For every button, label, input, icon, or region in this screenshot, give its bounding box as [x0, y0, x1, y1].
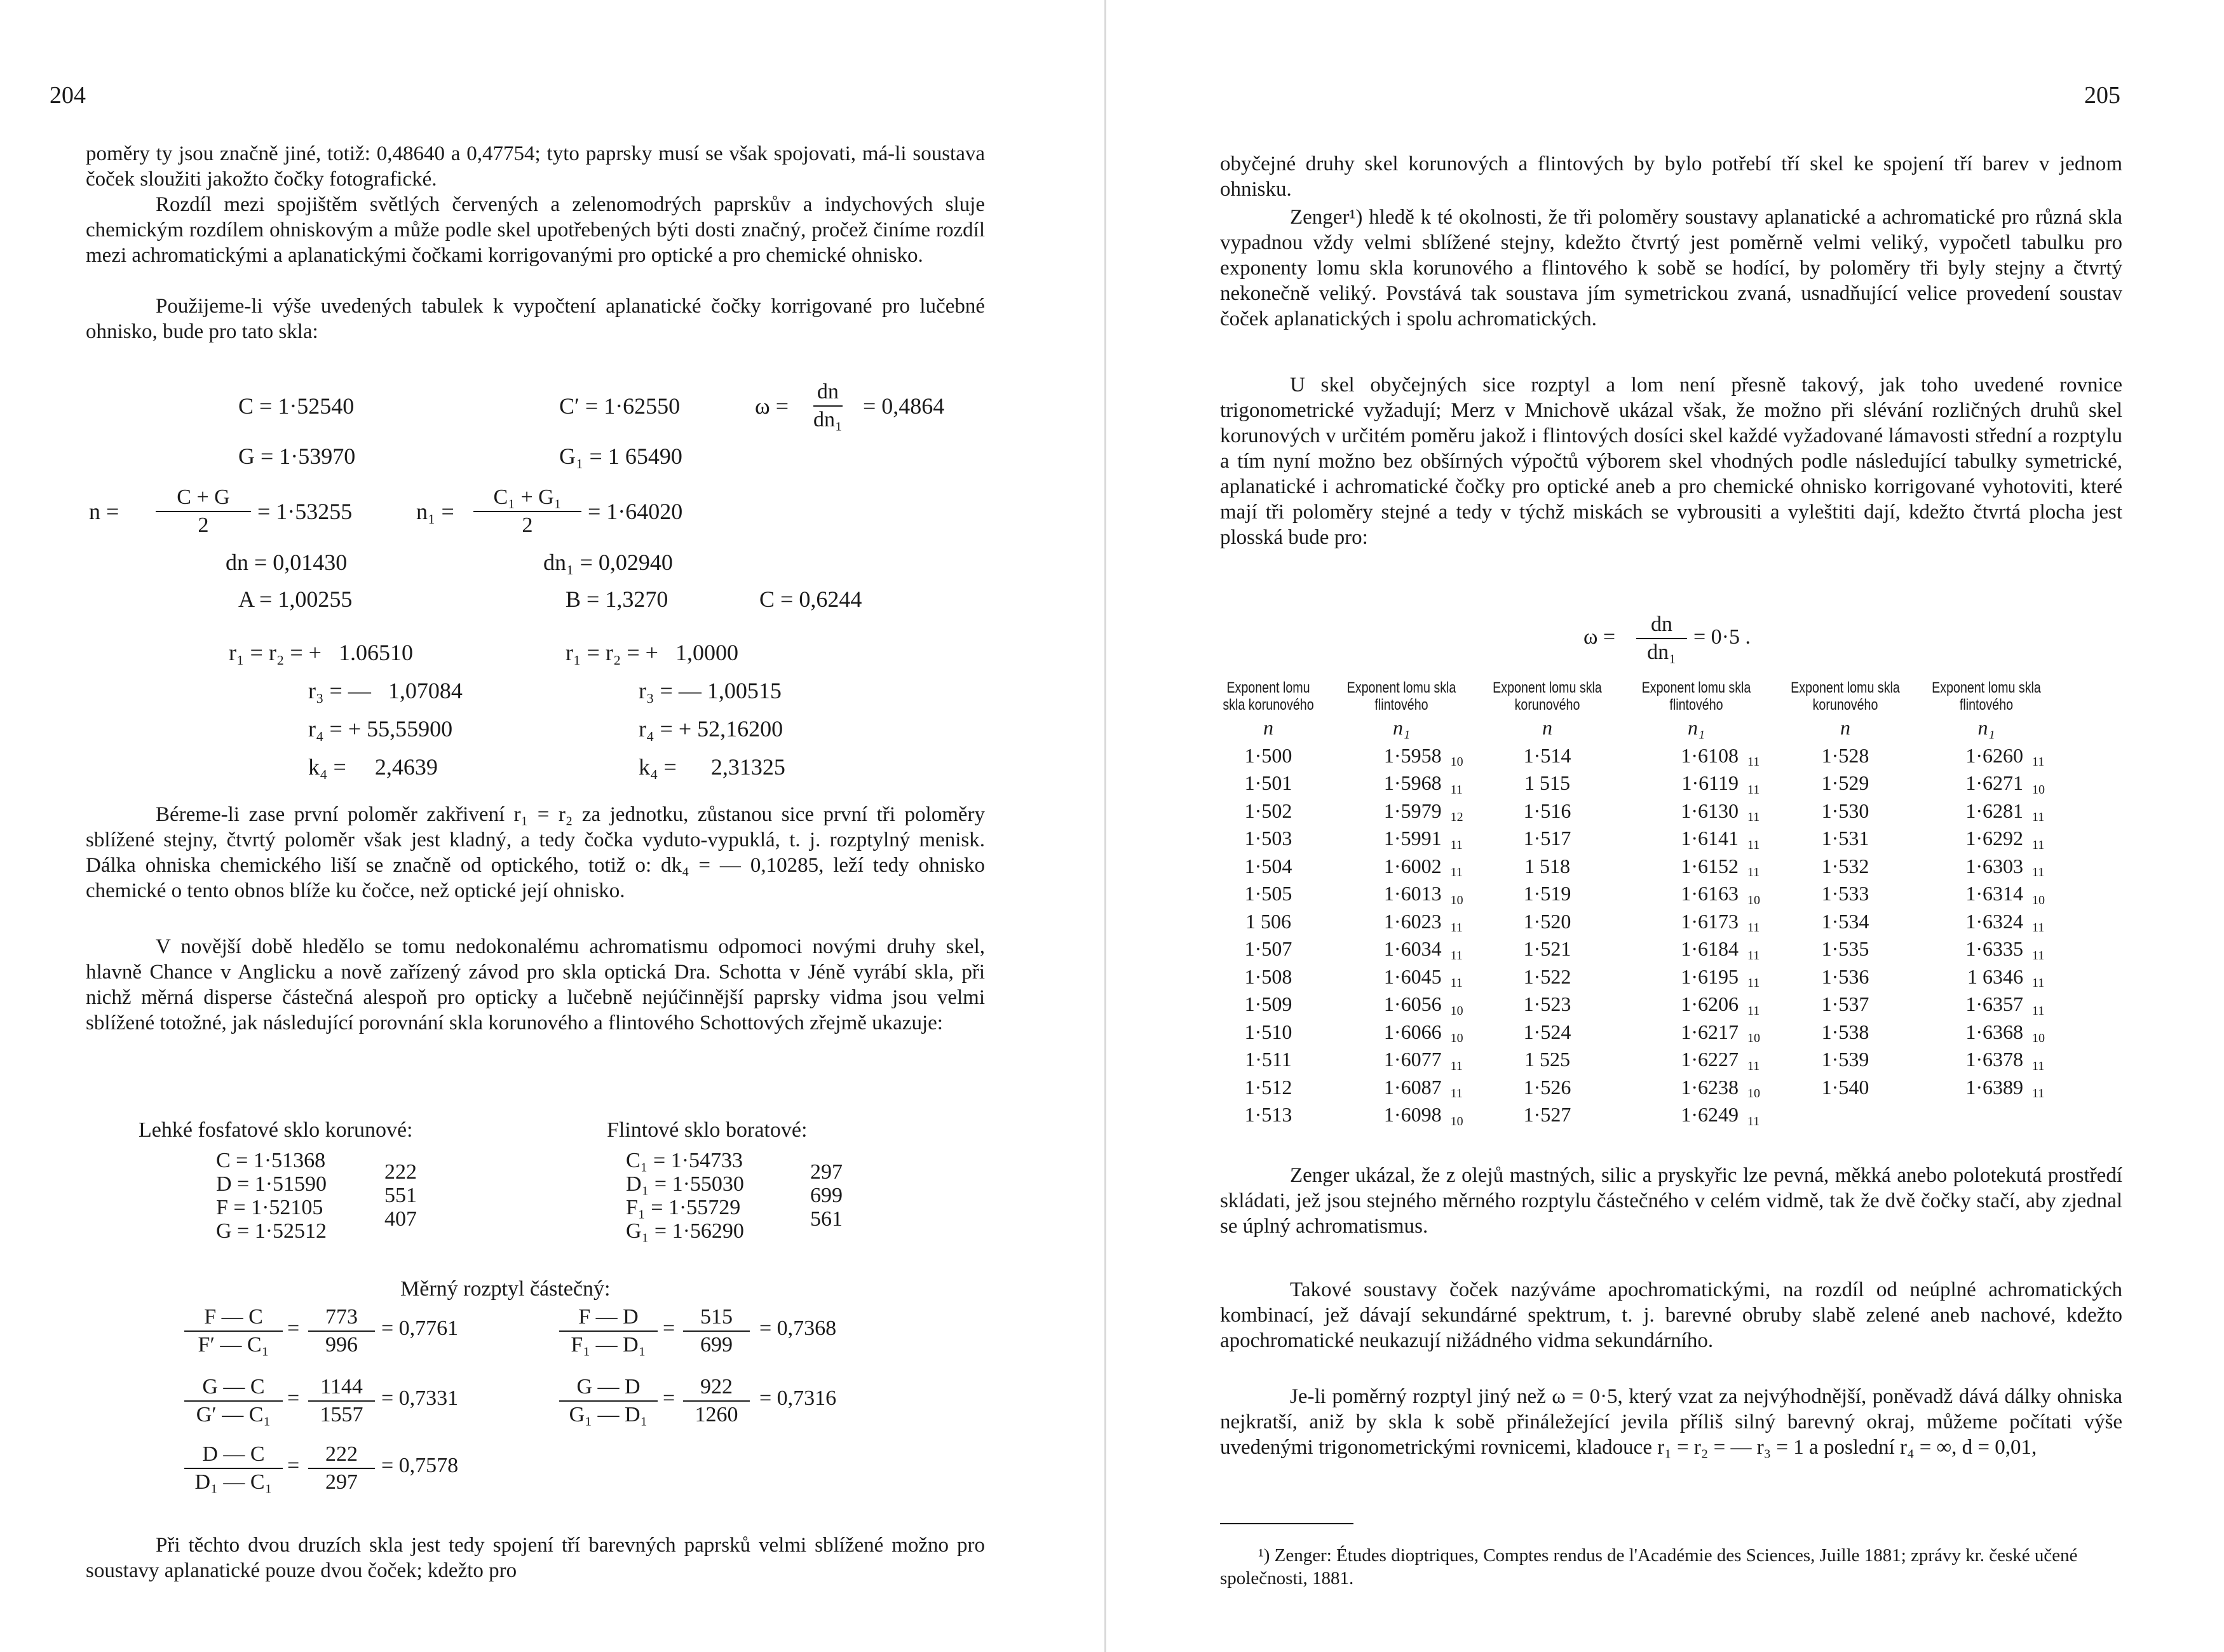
crown-diff: 222 — [384, 1160, 417, 1184]
flint-index-cell: 1·6066 — [1383, 1020, 1442, 1043]
denominator: 2 — [522, 513, 533, 537]
crown-index-cell: 1·528 — [1821, 743, 1869, 767]
column-header: Exponent lomu skla korunového — [1791, 679, 1900, 714]
flint-index-cell: 1·6260 — [1965, 743, 2023, 767]
difference-cell: 10 — [2031, 893, 2045, 907]
difference-cell: 11 — [1450, 782, 1463, 797]
flint-index-cell: 1·6023 — [1383, 909, 1442, 933]
flint-index-cell: 1·6045 — [1383, 965, 1442, 988]
crown-index-cell: 1·503 — [1244, 827, 1292, 850]
crown-diff: 551 — [384, 1184, 417, 1207]
denominator: dn₁ — [1647, 640, 1676, 664]
crown-index-cell — [1772, 1101, 1919, 1129]
column-header: Exponent lomu skla korunového — [1223, 679, 1314, 714]
flint-index-cell: 1·6324 — [1965, 909, 2023, 933]
dispersion-value: = 0,7316 — [759, 1386, 837, 1410]
equation: A = 1,00255 — [238, 586, 353, 612]
fraction — [184, 1441, 283, 1496]
flint-index-cell: 1·6281 — [1965, 799, 2023, 822]
flint-index-cell — [1919, 1101, 2032, 1129]
flint-index-cell: 1·6130 — [1681, 799, 1739, 822]
crown-index-cell: 1·523 — [1523, 992, 1571, 1016]
column-subheader: n — [1840, 716, 1850, 740]
flint-index-cell: 1·6368 — [1965, 1020, 2023, 1043]
flint-index-cell: 1·6087 — [1383, 1075, 1442, 1099]
table-row — [1207, 991, 2054, 1019]
denominator: G′ — C₁ — [196, 1403, 271, 1426]
table-row — [1207, 1074, 2054, 1102]
flint-index-cell: 1·6173 — [1681, 909, 1739, 933]
crown-index-cell: 1·512 — [1244, 1075, 1292, 1099]
difference-cell: 10 — [1747, 1031, 1760, 1045]
crown-index-cell: 1·510 — [1244, 1020, 1292, 1043]
flint-index-cell: 1·6227 — [1681, 1048, 1739, 1071]
fraction — [308, 1304, 375, 1358]
numerator: 515 — [683, 1304, 750, 1332]
denominator: 1557 — [320, 1403, 363, 1426]
difference-cell: 11 — [2031, 1003, 2045, 1018]
table-row — [1207, 1101, 2054, 1129]
denominator: F′ — C₁ — [198, 1333, 269, 1357]
flint-index-cell: 1·6271 — [1965, 771, 2023, 795]
difference-cell: 10 — [1450, 1114, 1463, 1128]
paragraph: Při těchto dvou druzích skla jest tedy spojení tří barevných paprsků velmi sblížené možno pro soustavy aplanatické pouze dvou čoček; kdežto pro — [86, 1534, 985, 1582]
paragraph: Použijeme-li výše uvedených tabulek k vypočtení aplanatické čočky korrigované pro lučebné ohnisko, bude pro tato skla: — [86, 295, 985, 343]
denominator: dn₁ — [813, 408, 843, 431]
dispersion-value: = 0,7578 — [381, 1454, 459, 1477]
equation: ω = — [1583, 625, 1616, 649]
flint-index-cell: 1·6034 — [1383, 937, 1442, 961]
difference-cell: 10 — [1450, 1003, 1463, 1018]
crown-index-cell: 1·502 — [1244, 799, 1292, 822]
difference-cell: 11 — [1450, 921, 1463, 935]
column-subheader: n — [1263, 716, 1273, 740]
fraction — [683, 1304, 750, 1358]
crown-index-cell: 1·508 — [1244, 965, 1292, 988]
numerator: 773 — [308, 1304, 375, 1332]
flint-index-cell: 1·5958 — [1383, 743, 1442, 767]
denominator: G₁ — D₁ — [569, 1403, 648, 1426]
difference-cell: 11 — [2031, 1087, 2045, 1100]
column-subheader: n₁ — [1977, 716, 1995, 740]
numerator: D — C — [184, 1441, 283, 1469]
crown-glass-title: Lehké fosfatové sklo korunové: — [139, 1118, 413, 1142]
numerator: 1144 — [308, 1374, 375, 1402]
dispersion-title: Měrný rozptyl částečný: — [400, 1277, 611, 1301]
column-header: Exponent lomu skla flintového — [1932, 679, 2041, 714]
flint-value: G₁ = 1·56290 — [626, 1219, 744, 1243]
difference-cell: 11 — [1450, 1087, 1463, 1100]
flint-index-cell: 1·6314 — [1965, 882, 2023, 905]
difference-cell: 11 — [2031, 865, 2045, 879]
crown-index-cell: 1·540 — [1821, 1075, 1869, 1099]
dispersion-value: = 0,7368 — [759, 1317, 837, 1340]
difference-cell: 11 — [2031, 948, 2045, 963]
crown-value: G = 1·52512 — [216, 1219, 327, 1243]
flint-diff: 297 — [810, 1160, 843, 1184]
table-row — [1207, 908, 2054, 936]
crown-index-cell: 1·532 — [1821, 854, 1869, 877]
numerator: F — D — [559, 1304, 658, 1332]
flint-index-cell: 1·6389 — [1965, 1075, 2023, 1099]
crown-index-cell: 1·516 — [1523, 799, 1571, 822]
difference-cell: 10 — [2031, 1031, 2045, 1045]
equation: B = 1,3270 — [566, 586, 668, 612]
denominator: 996 — [325, 1333, 358, 1357]
flint-index-cell: 1·6303 — [1965, 854, 2023, 877]
flint-index-cell: 1·6002 — [1383, 854, 1442, 877]
difference-cell: 11 — [2031, 810, 2045, 824]
flint-index-cell: 1·6077 — [1383, 1048, 1442, 1071]
exponent-table — [1207, 679, 2054, 1129]
column-header: Exponent lomu skla flintového — [1641, 679, 1751, 714]
numerator: G — D — [559, 1374, 658, 1402]
flint-diff: 561 — [810, 1207, 843, 1231]
difference-cell: 11 — [1747, 865, 1760, 879]
table-header-row — [1207, 679, 2054, 714]
flint-index-cell: 1·6357 — [1965, 992, 2023, 1016]
equation: n₁ = — [416, 499, 454, 524]
crown-value: F = 1·52105 — [216, 1196, 323, 1219]
denominator: 2 — [198, 513, 209, 537]
numerator: dn — [1636, 611, 1687, 639]
column-subheader: n — [1542, 716, 1552, 740]
difference-cell: 10 — [1450, 755, 1463, 769]
equation: C′ = 1·62550 — [559, 393, 681, 419]
table-row — [1207, 825, 2054, 853]
difference-cell: 11 — [1747, 782, 1760, 797]
crown-index-cell: 1·513 — [1244, 1103, 1292, 1127]
difference-cell: 11 — [1450, 1059, 1463, 1073]
crown-index-cell: 1·538 — [1821, 1020, 1869, 1043]
equation: n = — [89, 499, 119, 524]
fraction — [683, 1374, 750, 1428]
paragraph: Je-li poměrný rozptyl jiný než ω = 0·5, který vzat za nejvýhodnější, poněvadž dává dálky ohniska nejkratší, aniž by skla k sobě přináležející jevila příliš silný barevný okraj, můžeme počítati výše uvedenými trigonometrickými rovnicemi, kladouce r₁ = r₂ = — r₃ = 1 a poslední r₄ = ∞, d = 0,01, — [1220, 1385, 2122, 1459]
flint-diff: 699 — [810, 1184, 843, 1207]
table-row — [1207, 1019, 2054, 1046]
difference-cell: 10 — [2031, 782, 2045, 797]
crown-index-cell: 1·500 — [1244, 743, 1292, 767]
difference-cell: 11 — [1450, 865, 1463, 879]
equation: r₄ = + 55,55900 — [308, 716, 453, 741]
crown-index-cell: 1·514 — [1523, 743, 1571, 767]
difference-cell: 10 — [1450, 1031, 1463, 1045]
table-row — [1207, 853, 2054, 881]
numerator: F — C — [184, 1304, 283, 1332]
crown-index-cell: 1·501 — [1244, 771, 1292, 795]
page-number: 205 — [2084, 82, 2120, 109]
paragraph: Zenger¹) hledě k té okolnosti, že tři poloměry soustavy aplanatické a achromatické pro různá skla vypadnou vždy velmi sblížené stejny, kdežto čtvrtý jest poměrně velmi veliký, vypočetl tabulku pro exponenty lomu skla korunového a flintového k sobě se hodící, by poloměry tři byly stejny a čtvrtý nekonečně veliký. Povstává tak soustava jím symetrickou zvaná, usnadňující velice provedení soustav čoček aplanatických i spolu achromatických. — [1220, 206, 2122, 330]
flint-index-cell: 1·5968 — [1383, 771, 1442, 795]
difference-cell: 12 — [1450, 810, 1463, 824]
flint-index-cell: 1·6056 — [1383, 992, 1442, 1016]
crown-index-cell: 1 506 — [1245, 909, 1291, 933]
paragraph: poměry ty jsou značně jiné, totiž: 0,48640 a 0,47754; tyto paprsky musí se však spojovati, má-li soustava čoček sloužiti jakožto čočky fotografické. — [86, 142, 985, 191]
flint-index-cell: 1·6152 — [1681, 854, 1739, 877]
crown-index-cell: 1·521 — [1523, 937, 1571, 961]
crown-index-cell: 1·535 — [1821, 937, 1869, 961]
crown-index-cell: 1·530 — [1821, 799, 1869, 822]
flint-glass-title: Flintové sklo boratové: — [607, 1118, 808, 1142]
crown-index-cell: 1·517 — [1523, 827, 1571, 850]
difference-cell: 11 — [1747, 755, 1760, 769]
flint-index-cell: 1·6292 — [1965, 827, 2023, 850]
flint-value: D₁ = 1·55030 — [626, 1172, 744, 1196]
column-header: Exponent lomu skla flintového — [1346, 679, 1456, 714]
difference-cell: 11 — [1747, 1003, 1760, 1018]
crown-index-cell: 1·536 — [1821, 965, 1869, 988]
paragraph: U skel obyčejných sice rozptyl a lom není přesně takový, jak toho uvedené rovnice trigonometrické vyžadují; Merz v Mnichově ukázal však, že možno při slévání rozličných druhů skel korunových v určitém poměru jakož i flintových dosíci skel každé vyžadované lámavosti střední a rozptylu a tím nyní možno bez obšírných výpočtů výborem skel vhodných podle následující tabulky symetrické, aplanatické i achromatické čočky pro optické aneb a pro chemické ohnisko korrigované vyhotoviti, které mají tři poloměry stejné a tedy v týchž miskách se vybrousiti a vyleštiti dají, kdežto čtvrtá plocha jest plosská bude pro: — [1220, 374, 2122, 549]
flint-index-cell: 1·6013 — [1383, 882, 1442, 905]
crown-index-cell: 1·529 — [1821, 771, 1869, 795]
column-subheader: n₁ — [1392, 716, 1411, 740]
fraction — [813, 379, 843, 433]
equation: r₁ = r₂ = + 1.06510 — [229, 640, 413, 665]
footnote-rule — [1220, 1523, 1353, 1524]
flint-index-cell: 1·6108 — [1681, 743, 1739, 767]
crown-index-cell: 1·531 — [1821, 827, 1869, 850]
equation: r₁ = r₂ = + 1,0000 — [566, 640, 738, 665]
denominator: 699 — [700, 1333, 733, 1357]
difference-cell: 10 — [1450, 893, 1463, 907]
crown-index-cell: 1·509 — [1244, 992, 1292, 1016]
fraction — [308, 1441, 375, 1496]
crown-index-cell: 1·505 — [1244, 882, 1292, 905]
numerator: 222 — [308, 1441, 375, 1469]
fraction — [184, 1374, 283, 1428]
crown-index-cell: 1·519 — [1523, 882, 1571, 905]
equation: = 1·53255 — [257, 499, 353, 524]
flint-index-cell: 1·6217 — [1681, 1020, 1739, 1043]
difference-cell: 11 — [1747, 837, 1760, 852]
difference-cell: 11 — [1747, 810, 1760, 824]
paragraph: Zenger ukázal, že z olejů mastných, silic a pryskyřic lze pevná, měkká anebo polotekutá prostředí skládati, jež jsou stejného měrného rozptylu částečného v celém vidmě, tak že dvě čočky stačí, aby zjednal se úplný achromatismus. — [1220, 1164, 2122, 1238]
crown-index-cell: 1·527 — [1523, 1103, 1571, 1127]
difference-cell: 11 — [1747, 1114, 1760, 1128]
numerator: C + G — [156, 484, 251, 512]
column-subheader: n₁ — [1687, 716, 1705, 740]
numerator: dn — [813, 379, 843, 407]
fraction — [184, 1304, 283, 1358]
crown-index-cell: 1·511 — [1245, 1048, 1292, 1071]
crown-index-cell: 1·526 — [1523, 1075, 1571, 1099]
equation: C = 1·52540 — [238, 393, 355, 419]
crown-value: D = 1·51590 — [216, 1172, 327, 1196]
difference-cell: 11 — [1450, 948, 1463, 963]
difference-cell: 11 — [2031, 837, 2045, 852]
equation: k₄ = 2,4639 — [308, 754, 438, 780]
difference-cell: 11 — [2031, 1059, 2045, 1073]
table-row — [1207, 935, 2054, 963]
numerator: 922 — [683, 1374, 750, 1402]
equation: = 0·5 . — [1693, 625, 1751, 649]
table-row — [1207, 769, 2054, 797]
dispersion-value: = 0,7761 — [381, 1317, 459, 1340]
equation: k₄ = 2,31325 — [639, 754, 785, 780]
difference-cell: 11 — [2031, 976, 2045, 990]
crown-index-cell: 1 518 — [1524, 854, 1570, 877]
equation: dn = 0,01430 — [226, 550, 348, 575]
flint-index-cell: 1·6163 — [1681, 882, 1739, 905]
fraction — [559, 1374, 658, 1428]
left-page: 204 poměry ty jsou značně jiné, totiž: 0,48640 a 0,47754; tyto paprsky musí se však spojovati, má-li soustava čoček sloužiti jakožto čočky fotografické. Rozdíl mezi spojištěm světlých červených a zelenomodrých paprskův a indychových sluje chemickým rozdílem ohniskovým a může podle skel upotřebených býti dosti značný, pročež činíme rozdíl mezi achromatickými a aplanatickými čočkami korrigovanými pro optické a pro chemické ohnisko. Použijeme-li výše uvedených tabulek k vypočtení aplanatické čočky korrigované pro lučebné ohnisko, bude pro tato skla: C = 1·52540 C′ = 1·62550 ω = $\frac{dn}{\text{dn₁}}$ = 0,4864 G = 1·53970 G₁ = 1 65490 n = $\frac{C + G}{2}$ = 1·53255 n₁ = $\frac{\text{C₁ + G₁}}{2}$ = 1·64020 dn = 0,01430 dn₁ = 0,02940 A = 1,00255 B = 1,3270 C = 0,6244 r₁ = r₂ = + 1.06510 r₁ = r₂ = + 1,0000 r₃ = — 1,07084 r₃ = — 1,00515 r₄ = + 55,55900 r₄ = + 52,16200 k₄ = 2,4639 k₄ = 2,31325 Béreme-li zase první poloměr zakřivení r₁ = r₂ za jednotku, zůstanou sice první tři poloměry sblížené stejny, čtvrtý poloměr však jest kladný, a tedy čočka vyduto-vypuklá, t. j. rozptylný menisk. Dálka ohniska chemického liší se značně od optického, totiž o: dk₄ = — 0,10285, leží tedy ohnisko chemické o tento obnos blíže ku čočce, než optické její ohnisko. V novější době hledělo se tomu nedokonalému achromatismu odpomoci novými druhy skel, hlavně Chance v Anglicku a nově zařízený závod pro skla optická Dra. Schotta v Jéně vyrábí skla, při nichž měrná disperse částečná alespoň pro opticky a lučebně nejúčinnější paprsky vidma jsou velmi sblížené totožné, jak následující porovnání skla korunového a flintového Schottových zřejmě ukazuje: Lehké fosfatové sklo korunové: Flintové sklo boratové: C = 1·51368 D = 1·51590 F = 1·52105 G = 1·52512 222 551 407 C₁ = 1·54733 D₁ = 1·55030 F₁ = 1·55729 G₁ = 1·56290 297 699 561 Měrný rozptyl částečný: $\frac{F — C}{\text{F′ — C₁}}$ = $\frac{773}{996}$ = 0,7761 $\frac{F — D}{\text{F₁ — D₁}}$ = $\frac{515}{699}$ = 0,7368 $\frac{G — C}{\text{G′ — C₁}}$ = $\frac{1144}{1557}$ = 0,7331 $\frac{G — D}{\text{G₁ — D₁}}$ = $\frac{922}{1260}$ = 0,7316 $\frac{D — C}{\text{D₁ — C₁}}$ = $\frac{222}{297}$ = 0,7578 Při těchto dvou druzích skla jest tedy spojení tří barevných paprsků velmi sblížené možno pro soustavy aplanatické pouze dvou čoček; kdežto pro — [50, 82, 985, 1582]
column-header: Exponent lomu skla korunového — [1493, 679, 1602, 714]
crown-index-cell: 1·534 — [1821, 909, 1869, 933]
paragraph: obyčejné druhy skel korunových a flintových by bylo potřebí tří skel ke spojení tří barev v jednom ohnisku. — [1220, 152, 2122, 201]
flint-index-cell: 1·6335 — [1965, 937, 2023, 961]
difference-cell: 10 — [1747, 1087, 1760, 1100]
numerator: C₁ + G₁ — [473, 484, 581, 512]
flint-index-cell: 1·6184 — [1681, 937, 1739, 961]
difference-cell — [2032, 1101, 2054, 1129]
difference-cell: 11 — [1450, 837, 1463, 852]
denominator: F₁ — D₁ — [571, 1333, 646, 1357]
crown-index-cell: 1·507 — [1244, 937, 1292, 961]
page-number: 204 — [50, 82, 86, 109]
table-row — [1207, 880, 2054, 908]
difference-cell: 11 — [1747, 976, 1760, 990]
dispersion-value: = 0,7331 — [381, 1386, 459, 1410]
flint-index-cell: 1·5979 — [1383, 799, 1442, 822]
crown-index-cell: 1 525 — [1524, 1048, 1570, 1071]
crown-index-cell: 1·537 — [1821, 992, 1869, 1016]
difference-cell: 11 — [2031, 921, 2045, 935]
equation: r₃ = — 1,00515 — [639, 678, 782, 703]
table-row — [1207, 797, 2054, 825]
paragraph: Béreme-li zase první poloměr zakřivení r₁ = r₂ za jednotku, zůstanou sice první tři poloměry sblížené stejny, čtvrtý poloměr však jest kladný, a tedy čočka vyduto-vypuklá, t. j. rozptylný menisk. Dálka ohniska chemického liší se značně od optického, totiž o: dk₄ = — 0,10285, leží tedy ohnisko chemické o tento obnos blíže ku čočce, než optické její ohnisko. — [86, 803, 985, 902]
denominator: 297 — [325, 1470, 358, 1494]
crown-index-cell: 1·520 — [1523, 909, 1571, 933]
difference-cell: 11 — [2031, 755, 2045, 769]
flint-index-cell: 1·6238 — [1681, 1075, 1739, 1099]
equation: = 0,4864 — [863, 393, 945, 419]
right-page — [1106, 0, 2224, 1652]
difference-cell: 11 — [1747, 921, 1760, 935]
table-row — [1207, 742, 2054, 770]
denominator: 1260 — [695, 1403, 738, 1426]
fraction — [473, 484, 581, 539]
equation: G₁ = 1 65490 — [559, 443, 682, 469]
difference-cell: 11 — [1747, 1059, 1760, 1073]
difference-cell: 11 — [1450, 976, 1463, 990]
flint-index-cell: 1·6119 — [1681, 771, 1739, 795]
table-row — [1207, 1046, 2054, 1074]
equation: dn₁ = 0,02940 — [543, 550, 673, 575]
fraction — [559, 1304, 658, 1358]
flint-index-cell: 1·5991 — [1383, 827, 1442, 850]
equation: = 1·64020 — [588, 499, 683, 524]
denominator: D₁ — C₁ — [194, 1470, 273, 1494]
table-row — [1207, 963, 2054, 991]
fraction — [156, 484, 251, 539]
crown-index-cell: 1 515 — [1524, 771, 1570, 795]
equation: G = 1·53970 — [238, 443, 356, 469]
difference-cell: 10 — [1747, 893, 1760, 907]
crown-index-cell: 1·539 — [1821, 1048, 1869, 1071]
crown-index-cell: 1·533 — [1821, 882, 1869, 905]
equation: r₄ = + 52,16200 — [639, 716, 783, 741]
flint-index-cell: 1·6249 — [1681, 1103, 1739, 1127]
fraction — [1636, 611, 1687, 666]
crown-diff: 407 — [384, 1207, 417, 1231]
crown-index-cell: 1·504 — [1244, 854, 1292, 877]
crown-index-cell: 1·524 — [1523, 1020, 1571, 1043]
flint-index-cell: 1·6141 — [1681, 827, 1739, 850]
crown-value: C = 1·51368 — [216, 1149, 326, 1172]
footnote: ¹) Zenger: Études dioptriques, Comptes rendus de l'Académie des Sciences, Juille 1881; zprávy kr. české učené společnosti, 1881. — [1220, 1545, 2078, 1588]
flint-index-cell: 1·6195 — [1681, 965, 1739, 988]
equation: ω = — [755, 393, 789, 419]
equation: C = 0,6244 — [759, 586, 862, 612]
paragraph: Takové soustavy čoček nazýváme apochromatickými, na rozdíl od neúplné achromatických kombinací, jež dávají sekundárné spektrum, t. j. barevné obruby slabě zelené aneb nachové, kdežto apochromatické neukazují nižádného vidma sekundárního. — [1220, 1278, 2122, 1352]
table-subheader-row — [1207, 714, 2054, 742]
flint-value: C₁ = 1·54733 — [626, 1149, 743, 1172]
fraction — [308, 1374, 375, 1428]
flint-index-cell: 1·6098 — [1383, 1103, 1442, 1127]
paragraph: Rozdíl mezi spojištěm světlých červených a zelenomodrých paprskův a indychových sluje chemickým rozdílem ohniskovým a může podle skel upotřebených býti dosti značný, pročež činíme rozdíl mezi achromatickými a aplanatickými čočkami korrigovanými pro optické a pro chemické ohnisko. — [86, 193, 985, 267]
difference-cell: 11 — [1747, 948, 1760, 963]
paragraph: V novější době hledělo se tomu nedokonalému achromatismu odpomoci novými druhy skel, hlavně Chance v Anglicku a nově zařízený závod pro skla optická Dra. Schotta v Jéně vyrábí skla, při nichž měrná disperse částečná alespoň pro opticky a lučebně nejúčinnější paprsky vidma jsou velmi sblížené totožné, jak následující porovnání skla korunového a flintového Schottových zřejmě ukazuje: — [86, 935, 985, 1034]
numerator: G — C — [184, 1374, 283, 1402]
flint-index-cell: 1·6378 — [1965, 1048, 2023, 1071]
flint-value: F₁ = 1·55729 — [626, 1196, 741, 1219]
flint-index-cell: 1·6206 — [1681, 992, 1739, 1016]
equation: r₃ = — 1,07084 — [308, 678, 463, 703]
crown-index-cell: 1·522 — [1523, 965, 1571, 988]
flint-index-cell: 1 6346 — [1967, 965, 2023, 988]
